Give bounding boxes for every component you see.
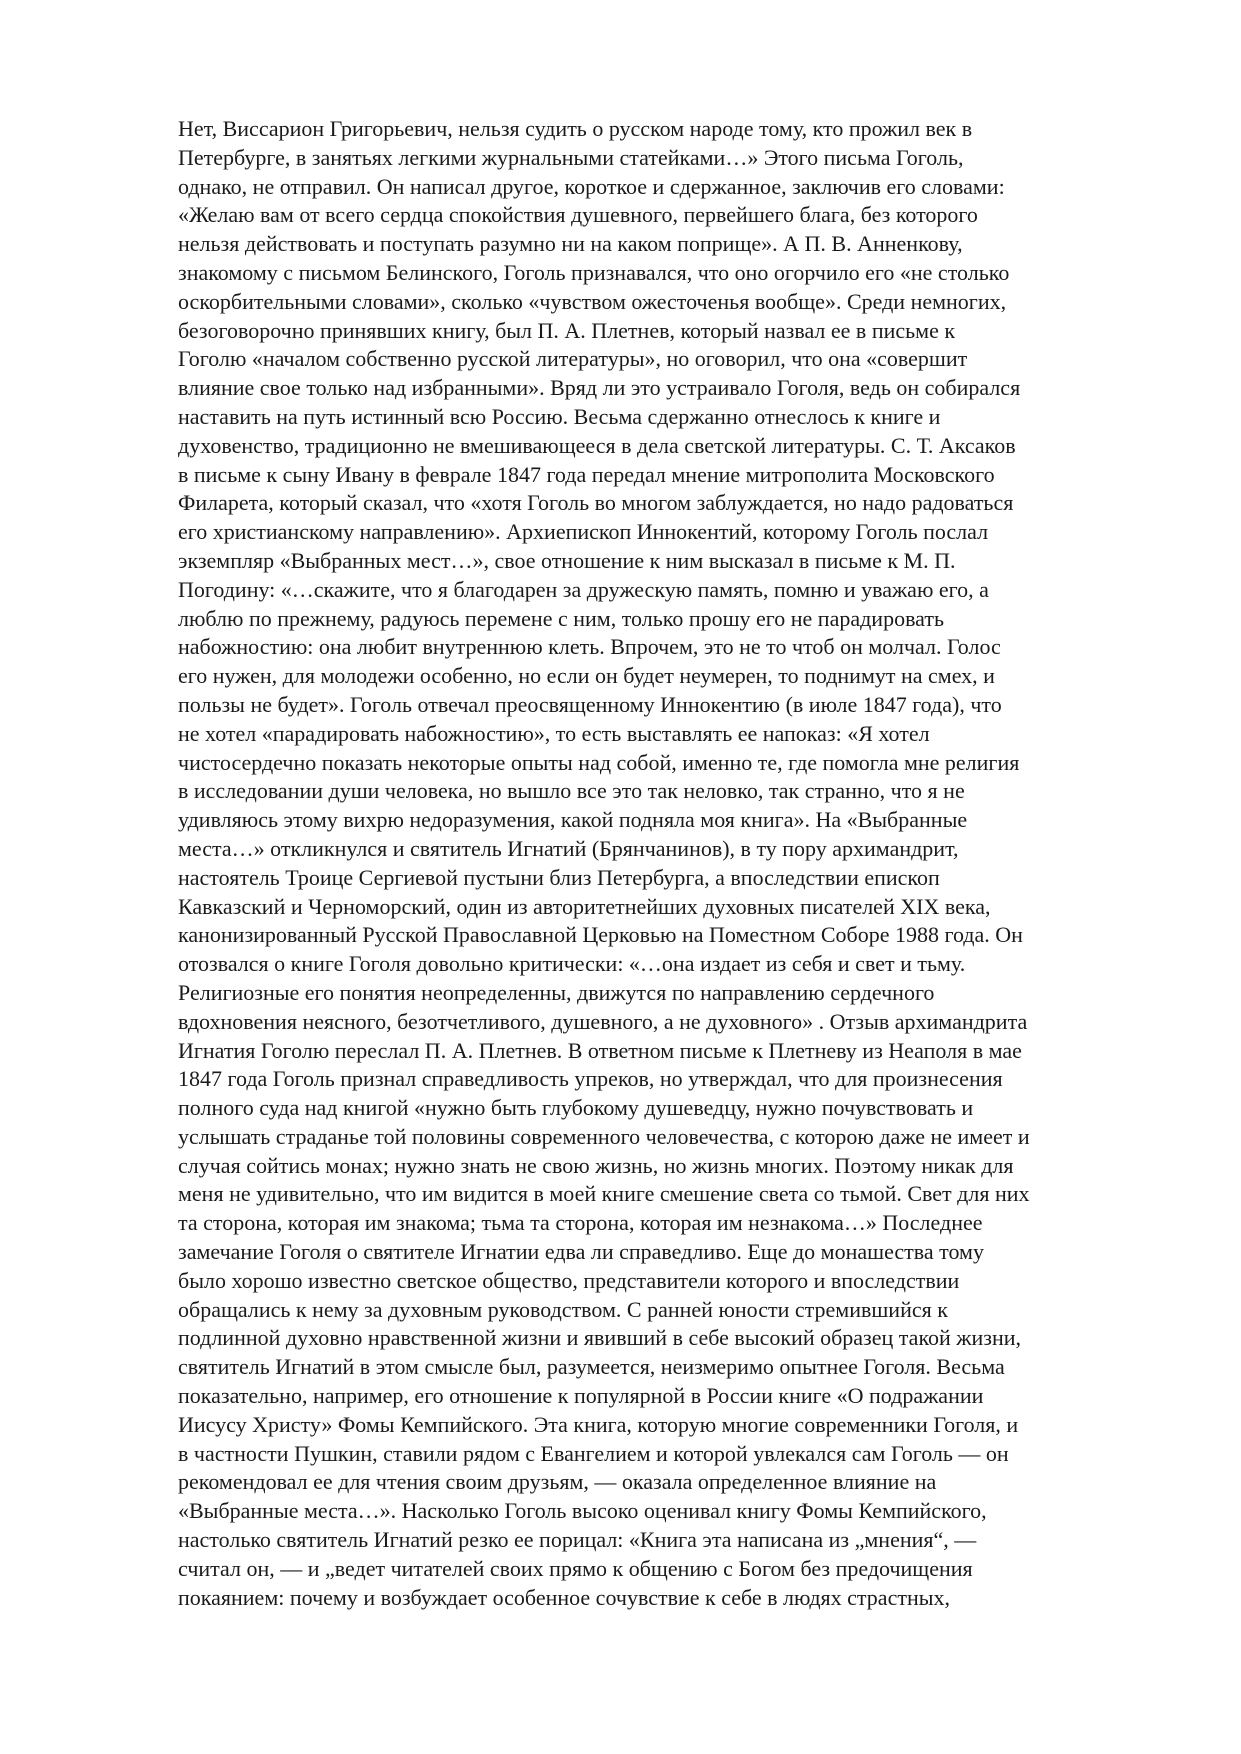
text-line: его христианскому направлению». Архиепископ Иннокентий, которому Гоголь послал xyxy=(178,519,989,545)
text-line: было хорошо известно светское общество, представители которого и впоследствии xyxy=(178,1267,960,1293)
text-line: Кавказский и Черноморский, один из авторитетнейших духовных писателей XIX века, xyxy=(178,893,991,919)
text-line: влияние свое только над избранными». Вряд ли это устраивало Гоголя, ведь он собирался xyxy=(178,375,1021,401)
text-line: в письме к сыну Ивану в феврале 1847 года передал мнение митрополита Московского xyxy=(178,461,995,487)
body-text xyxy=(178,115,1178,1612)
text-line: Филарета, который сказал, что «хотя Гоголь во многом заблуждается, но надо радоваться xyxy=(178,490,1014,516)
text-line: «Желаю вам от всего сердца спокойствия душевного, первейшего блага, без которого xyxy=(178,202,978,228)
text-line: полного суда над книгой «нужно быть глубокому душеведцу, нужно почувствовать и xyxy=(178,1095,974,1121)
text-line: обращались к нему за духовным руководством. С ранней юности стремившийся к xyxy=(178,1296,948,1322)
text-line: покаянием: почему и возбуждает особенное сочувствие к себе в людях страстных, xyxy=(178,1584,950,1610)
text-line: экземпляр «Выбранных мест…», свое отношение к ним высказал в письме к М. П. xyxy=(178,547,956,573)
text-line: безоговорочно принявших книгу, был П. А. Плетнев, который назвал ее в письме к xyxy=(178,317,956,343)
text-line: замечание Гоголя о святителе Игнатии едва ли справедливо. Еще до монашества тому xyxy=(178,1239,984,1265)
text-line: Религиозные его понятия неопределенны, движутся по направлению сердечного xyxy=(178,979,935,1005)
text-line: отозвался о книге Гоголя довольно критически: «…она издает из себя и свет и тьму. xyxy=(178,951,966,977)
text-line: настолько святитель Игнатий резко ее порицал: «Книга эта написана из „мнения“, — xyxy=(178,1527,977,1553)
text-line: пользы не будет». Гоголь отвечал преосвященному Иннокентию (в июле 1847 года), что xyxy=(178,691,1002,717)
text-line: наставить на путь истинный всю Россию. Весьма сдержанно отнеслось к книге и xyxy=(178,403,941,429)
text-line: места…» откликнулся и святитель Игнатий (Брянчанинов), в ту пору архимандрит, xyxy=(178,835,959,861)
text-line: рекомендовал ее для чтения своим друзьям, — оказала определенное влияние на xyxy=(178,1469,937,1495)
text-line: настоятель Троице Сергиевой пустыни близ Петербурга, а впоследствии епископ xyxy=(178,864,940,890)
text-line: его нужен, для молодежи особенно, но если он будет неумерен, то поднимут на смех, и xyxy=(178,663,995,689)
text-line: канонизированный Русской Православной Церковью на Поместном Соборе 1988 года. Он xyxy=(178,922,1023,948)
text-line: «Выбранные места…». Насколько Гоголь высоко оценивал книгу Фомы Кемпийского, xyxy=(178,1498,987,1524)
text-line: набожностию: она любит внутреннюю клеть. Впрочем, это не то чтоб он молчал. Голос xyxy=(178,634,1001,660)
text-line: 1847 года Гоголь признал справедливость упреков, но утверждал, что для произнесения xyxy=(178,1066,1003,1092)
text-line: подлинной духовно нравственной жизни и явивший в себе высокий образец такой жизни, xyxy=(178,1325,1021,1351)
text-line: Игнатия Гоголю переслал П. А. Плетнев. В ответном письме к Плетневу из Неаполя в мае xyxy=(178,1037,1022,1063)
text-line: меня не удивительно, что им видится в моей книге смешение света со тьмой. Свет для них xyxy=(178,1181,1030,1207)
text-line: однако, не отправил. Он написал другое, короткое и сдержанное, заключив его словами: xyxy=(178,173,1005,199)
text-line: Иисусу Христу» Фомы Кемпийского. Эта книга, которую многие современники Гоголя, и xyxy=(178,1411,1019,1437)
text-line: в исследовании души человека, но вышло все это так неловко, так странно, что я не xyxy=(178,778,965,804)
text-line: вдохновения неясного, безотчетливого, душевного, а не духовного» . Отзыв архимандрита xyxy=(178,1008,1028,1034)
text-line: оскорбительными словами», сколько «чувством ожесточенья вообще». Среди немногих, xyxy=(178,288,1007,314)
text-line: Гоголю «началом собственно русской литературы», но оговорил, что она «совершит xyxy=(178,346,968,372)
text-line: считал он, — и „ведет читателей своих прямо к общению с Богом без предочищения xyxy=(178,1555,973,1581)
text-line: случая сойтись монах; нужно знать не свою жизнь, но жизнь многих. Поэтому никак для xyxy=(178,1152,1014,1178)
text-line: чистосердечно показать некоторые опыты над собой, именно те, где помогла мне религия xyxy=(178,749,1020,775)
text-line: люблю по прежнему, радуюсь перемене с ним, только прошу его не парадировать xyxy=(178,605,945,631)
text-line: не хотел «парадировать набожностию», то есть выставлять ее напоказ: «Я хотел xyxy=(178,720,930,746)
text-line: та сторона, которая им знакома; тьма та сторона, которая им незнакома…» Последнее xyxy=(178,1210,983,1236)
text-line: нельзя действовать и поступать разумно ни на каком поприще». А П. В. Анненкову, xyxy=(178,231,963,257)
text-line: удивляюсь этому вихрю недоразумения, какой подняла моя книга». На «Выбранные xyxy=(178,807,968,833)
text-line: показательно, например, его отношение к популярной в России книге «О подражании xyxy=(178,1383,984,1409)
text-line: святитель Игнатий в этом смысле был, разумеется, неизмеримо опытнее Гоголя. Весьма xyxy=(178,1354,1005,1380)
text-line: духовенство, традиционно не вмешивающееся в дела светской литературы. С. Т. Аксаков xyxy=(178,432,1016,458)
text-line: Нет, Виссарион Григорьевич, нельзя судить о русском народе тому, кто прожил век в xyxy=(178,116,973,141)
text-line: Погодину: «…скажите, что я благодарен за дружескую память, помню и уважаю его, а xyxy=(178,576,989,602)
text-line: Петербурге, в занятьях легкими журнальными статейками…» Этого письма Гоголь, xyxy=(178,144,964,170)
text-line: в частности Пушкин, ставили рядом с Евангелием и которой увлекался сам Гоголь — он xyxy=(178,1440,1009,1466)
text-line: услышать страданье той половины современного человечества, с которою даже не имеет и xyxy=(178,1123,1030,1149)
text-line: знакомому с письмом Белинского, Гоголь признавался, что оно огорчило его «не столько xyxy=(178,259,1010,285)
